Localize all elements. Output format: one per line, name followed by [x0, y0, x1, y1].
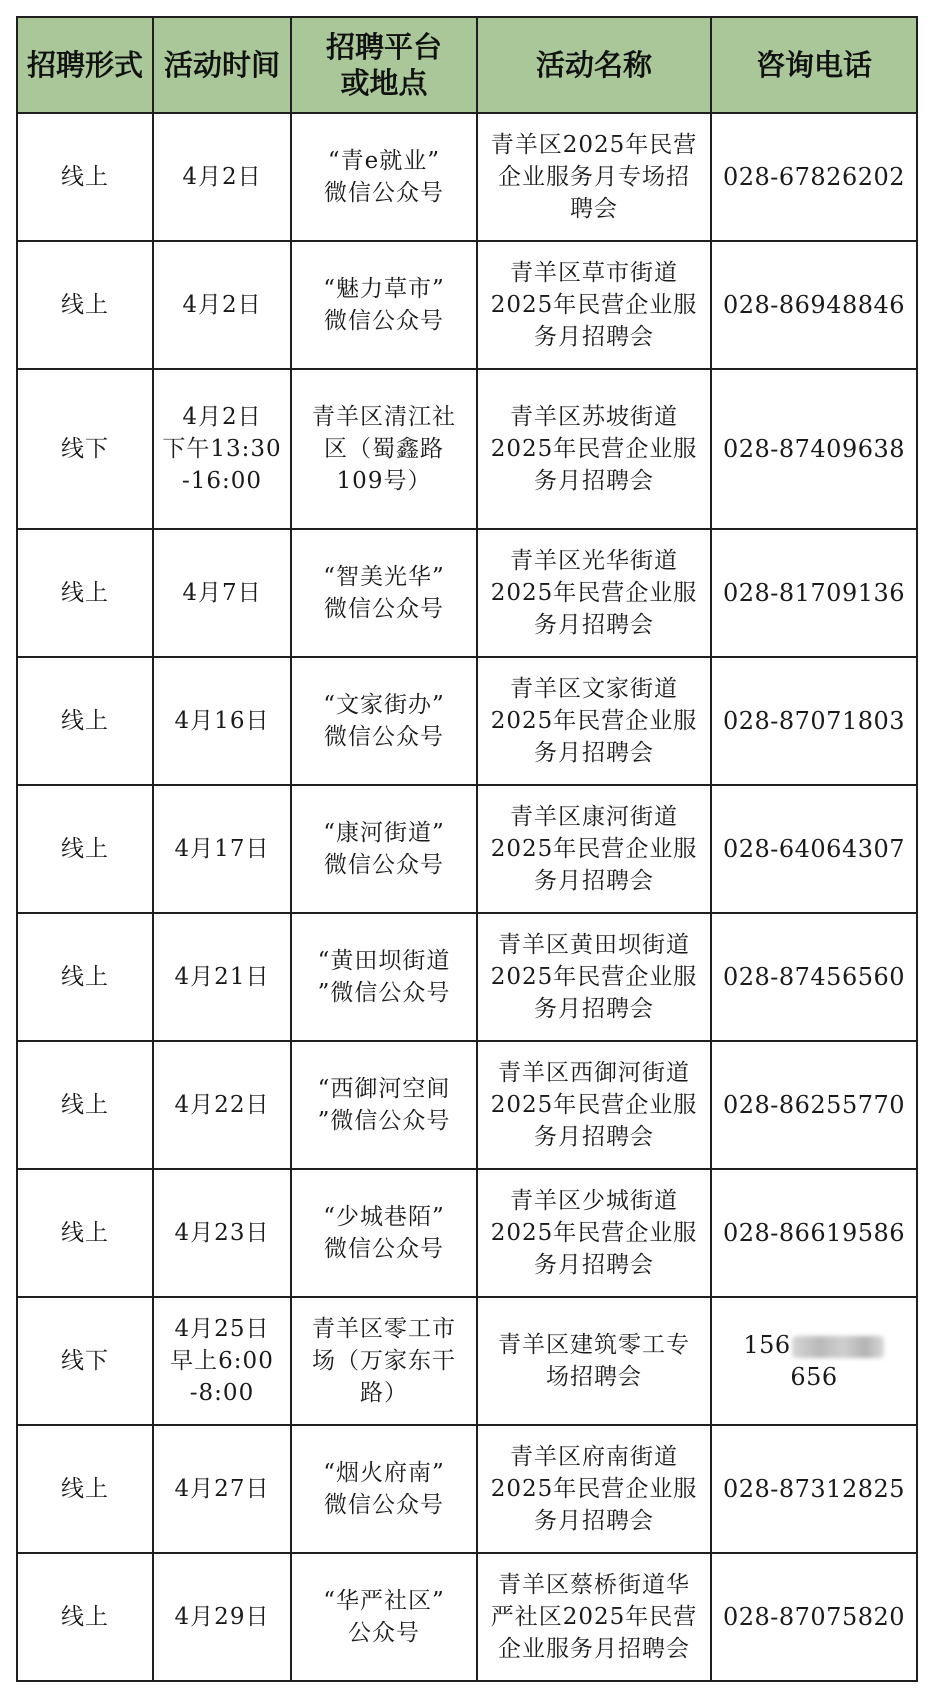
header-time: 活动时间	[153, 17, 291, 113]
header-format: 招聘形式	[17, 17, 153, 113]
phone-prefix: 156	[743, 1331, 791, 1359]
cell-platform: “康河街道” 微信公众号	[291, 785, 477, 913]
cell-format: 线上	[17, 241, 153, 369]
table-row	[17, 1297, 917, 1425]
cell-event-name: 青羊区2025年民营 企业服务月专场招 聘会	[477, 113, 711, 241]
cell-time: 4月21日	[153, 913, 291, 1041]
cell-platform: “魅力草市” 微信公众号	[291, 241, 477, 369]
cell-time: 4月2日	[153, 113, 291, 241]
cell-platform: “青e就业” 微信公众号	[291, 113, 477, 241]
cell-format: 线上	[17, 113, 153, 241]
cell-phone: 028-86948846	[711, 241, 917, 369]
cell-event-name: 青羊区西御河街道 2025年民营企业服 务月招聘会	[477, 1041, 711, 1169]
cell-time: 4月23日	[153, 1169, 291, 1297]
table-row	[17, 529, 917, 657]
table-row	[17, 913, 917, 1041]
redacted-digits	[792, 1336, 884, 1358]
cell-platform: “烟火府南” 微信公众号	[291, 1425, 477, 1553]
table-row	[17, 1169, 917, 1297]
cell-event-name: 青羊区草市街道 2025年民营企业服 务月招聘会	[477, 241, 711, 369]
cell-format: 线上	[17, 1425, 153, 1553]
cell-time: 4月17日	[153, 785, 291, 913]
cell-platform: “黄田坝街道 ”微信公众号	[291, 913, 477, 1041]
cell-event-name: 青羊区蔡桥街道华 严社区2025年民营 企业服务月招聘会	[477, 1553, 711, 1681]
table-row	[17, 1041, 917, 1169]
table-row	[17, 369, 917, 529]
cell-phone: 028-87409638	[711, 369, 917, 529]
cell-time: 4月16日	[153, 657, 291, 785]
cell-time: 4月2日 下午13:30 -16:00	[153, 369, 291, 529]
header-platform: 招聘平台 或地点	[291, 17, 477, 113]
cell-platform: “西御河空间 ”微信公众号	[291, 1041, 477, 1169]
cell-time: 4月2日	[153, 241, 291, 369]
cell-time: 4月29日	[153, 1553, 291, 1681]
cell-format: 线下	[17, 369, 153, 529]
cell-event-name: 青羊区建筑零工专 场招聘会	[477, 1297, 711, 1425]
cell-event-name: 青羊区光华街道 2025年民营企业服 务月招聘会	[477, 529, 711, 657]
cell-phone: 028-86255770	[711, 1041, 917, 1169]
cell-phone: 028-67826202	[711, 113, 917, 241]
cell-platform: “文家街办” 微信公众号	[291, 657, 477, 785]
cell-format: 线上	[17, 529, 153, 657]
cell-platform: 青羊区零工市 场（万家东干 路）	[291, 1297, 477, 1425]
cell-platform: 青羊区清江社 区（蜀鑫路 109号）	[291, 369, 477, 529]
cell-phone	[711, 1297, 917, 1425]
cell-format: 线上	[17, 1553, 153, 1681]
cell-event-name: 青羊区苏坡街道 2025年民营企业服 务月招聘会	[477, 369, 711, 529]
header-row	[17, 17, 917, 113]
cell-format: 线上	[17, 1169, 153, 1297]
cell-phone: 028-81709136	[711, 529, 917, 657]
cell-time: 4月25日 早上6:00 -8:00	[153, 1297, 291, 1425]
cell-format: 线上	[17, 913, 153, 1041]
cell-time: 4月7日	[153, 529, 291, 657]
cell-format: 线上	[17, 1041, 153, 1169]
cell-phone: 028-86619586	[711, 1169, 917, 1297]
table-body	[17, 113, 917, 1681]
cell-time: 4月27日	[153, 1425, 291, 1553]
cell-event-name: 青羊区府南街道 2025年民营企业服 务月招聘会	[477, 1425, 711, 1553]
header-phone: 咨询电话	[711, 17, 917, 113]
cell-format: 线下	[17, 1297, 153, 1425]
cell-phone: 028-87071803	[711, 657, 917, 785]
header-name: 活动名称	[477, 17, 711, 113]
cell-platform: “智美光华” 微信公众号	[291, 529, 477, 657]
cell-time: 4月22日	[153, 1041, 291, 1169]
table-row	[17, 1553, 917, 1681]
cell-platform: “少城巷陌” 微信公众号	[291, 1169, 477, 1297]
table-header	[17, 17, 917, 113]
cell-phone: 028-87312825	[711, 1425, 917, 1553]
table-row	[17, 113, 917, 241]
cell-event-name: 青羊区黄田坝街道 2025年民营企业服 务月招聘会	[477, 913, 711, 1041]
recruitment-schedule-table	[16, 16, 918, 1682]
cell-format: 线上	[17, 657, 153, 785]
cell-platform: “华严社区” 公众号	[291, 1553, 477, 1681]
cell-format: 线上	[17, 785, 153, 913]
cell-event-name: 青羊区文家街道 2025年民营企业服 务月招聘会	[477, 657, 711, 785]
cell-phone: 028-87456560	[711, 913, 917, 1041]
cell-event-name: 青羊区少城街道 2025年民营企业服 务月招聘会	[477, 1169, 711, 1297]
cell-phone: 028-64064307	[711, 785, 917, 913]
recruitment-schedule-table-wrapper	[16, 16, 916, 1682]
table-row	[17, 785, 917, 913]
table-row	[17, 657, 917, 785]
table-row	[17, 241, 917, 369]
cell-phone: 028-87075820	[711, 1553, 917, 1681]
cell-event-name: 青羊区康河街道 2025年民营企业服 务月招聘会	[477, 785, 711, 913]
phone-suffix: 656	[790, 1363, 838, 1391]
table-row	[17, 1425, 917, 1553]
